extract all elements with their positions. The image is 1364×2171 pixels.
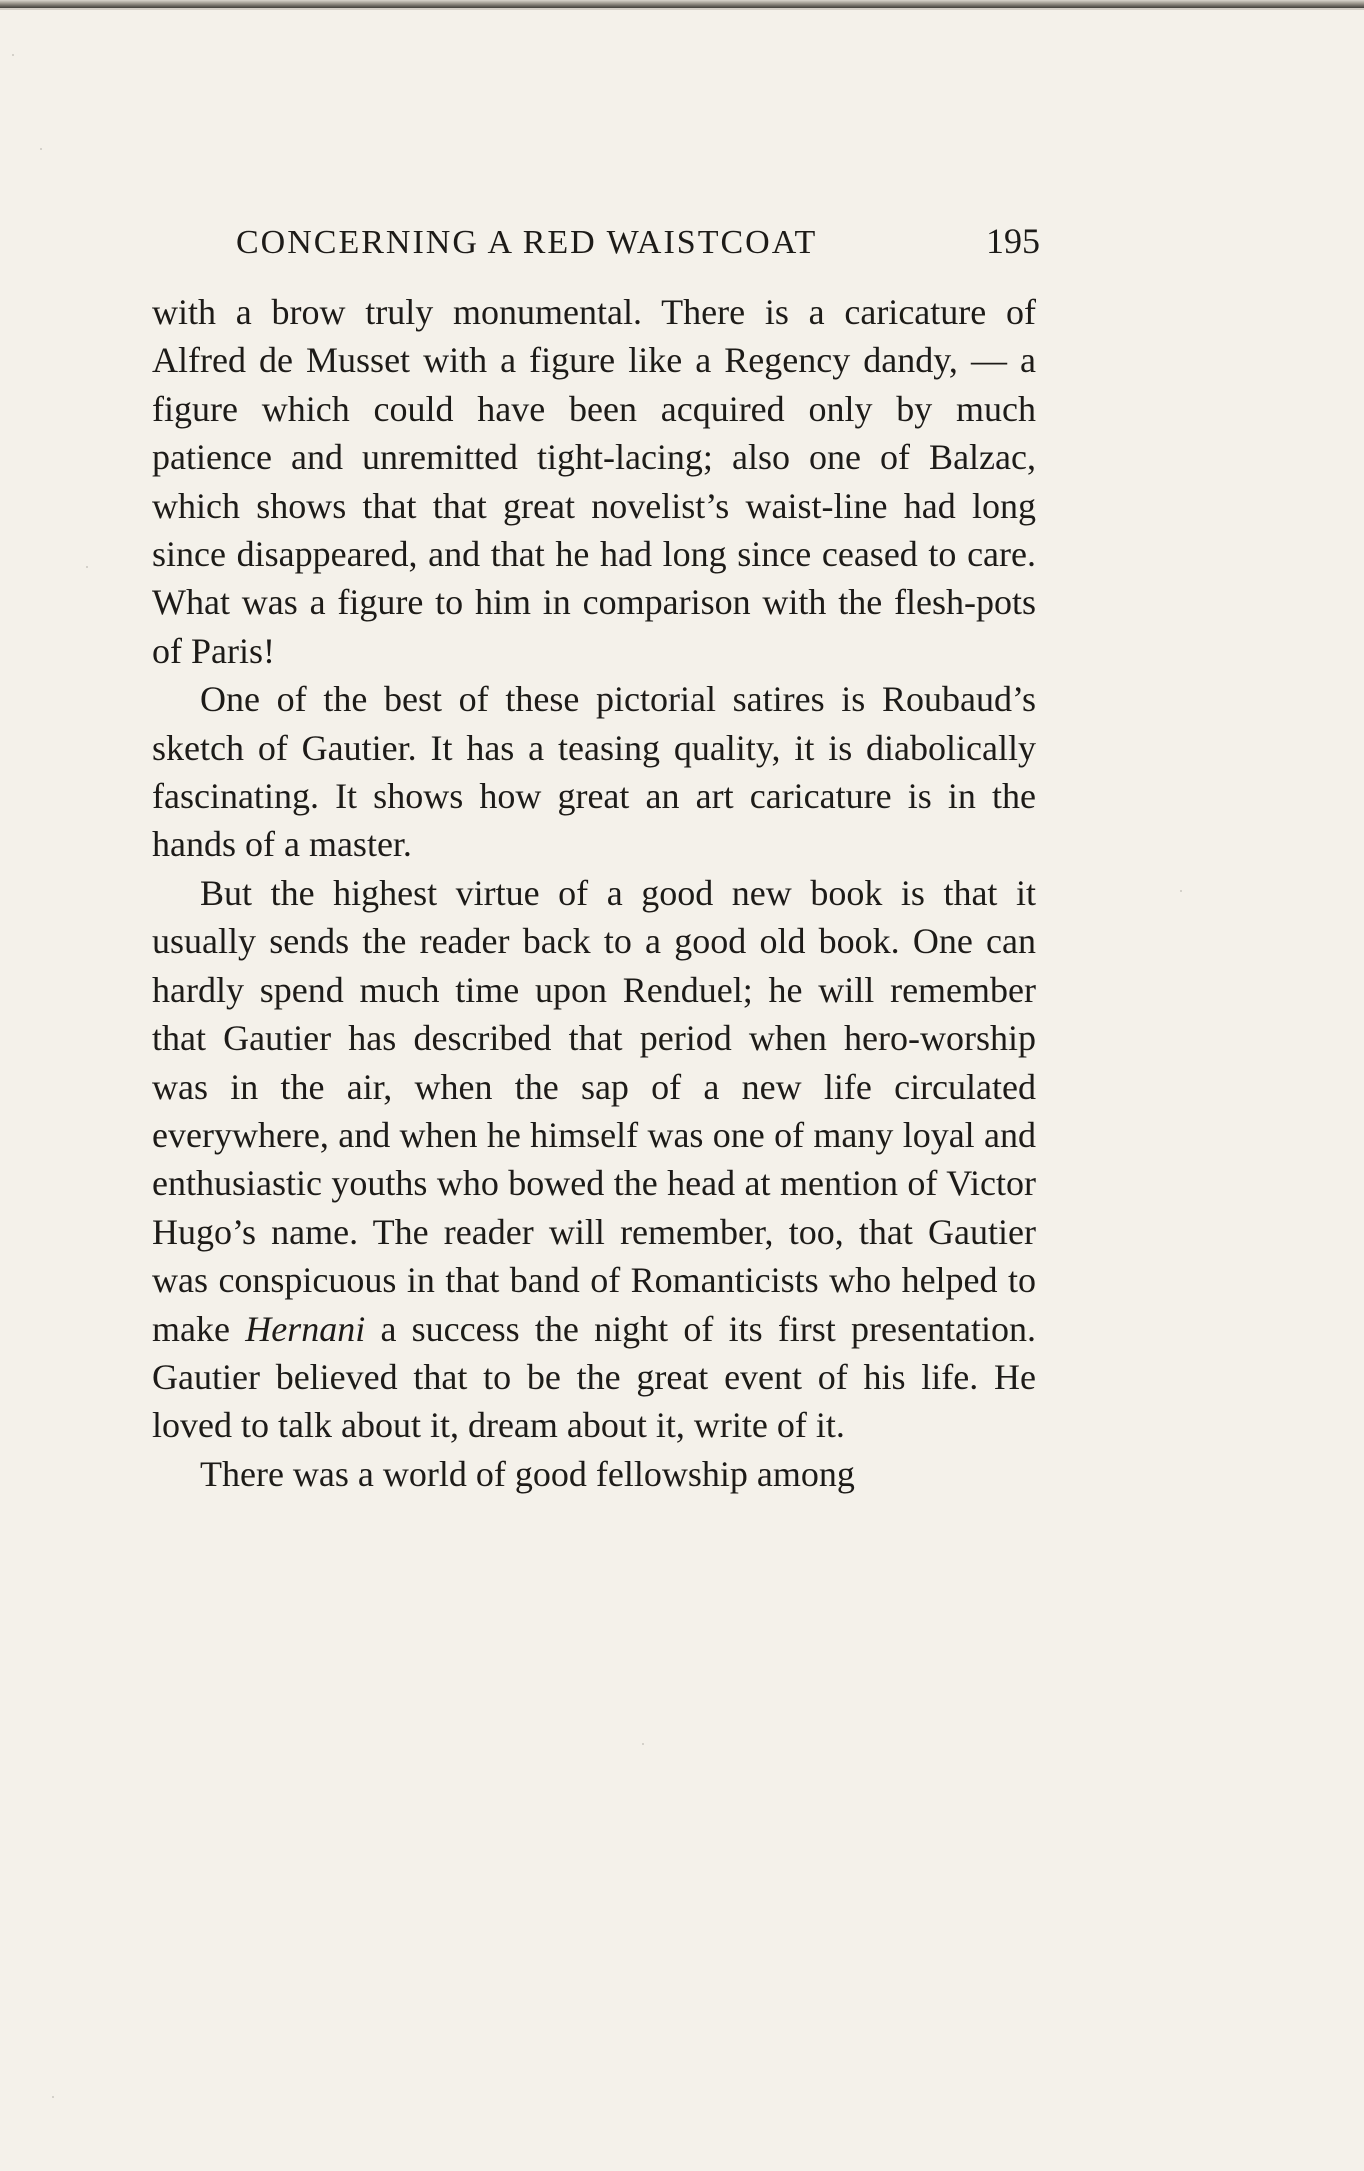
paper-speck	[40, 148, 42, 150]
paragraph-3-text-start: But the highest virtue of a good new book is that it usually sends the reader back to a good old book. One can hardly spend much time upon Renduel; he will remember that Gautier has described that period when hero-worship was in the air, when the sap of a new life circulated everywhere, and when he himself was one of many loyal and enthusiastic youths who bowed the head at mention of Victor Hugo’s name. The reader will remember, too, that Gautier was conspicuous in that band of Romanticists who helped to make	[152, 872, 1036, 1349]
paragraph-3-text-end: a success the night of its first presentation. Gautier believed that to be the great event of his life. He loved to talk about it, dream about it, write of it.	[152, 1308, 1036, 1446]
paragraph-2: One of the best of these pictorial satires is Roubaud’s sketch of Gautier. It has a teasing quality, it is diabolically fascinating. It shows how great an art caricature is in the hands of a master.	[152, 679, 1036, 865]
running-title: CONCERNING A RED WAISTCOAT	[236, 224, 818, 261]
paragraph-4: There was a world of good fellowship among	[200, 1453, 855, 1494]
paper-speck	[642, 1743, 644, 1745]
paper-speck	[52, 2096, 54, 2098]
page-number: 195	[986, 221, 1040, 261]
paragraph-3	[152, 869, 1036, 1450]
paper-speck	[12, 54, 14, 56]
body-text	[152, 288, 1036, 1498]
paper-speck	[1180, 890, 1182, 892]
paper-speck	[86, 566, 88, 568]
paragraph-1: with a brow truly monumental. There is a caricature of Alfred de Musset with a figure like a Regency dandy, — a figure which could have been acquired only by much patience and unremitted tight-lacing; also one of Balzac, which shows that that great novelist’s waist-line had long since disappeared, and that he had long since ceased to care. What was a figure to him in comparison with the flesh-pots of Paris!	[152, 292, 1036, 671]
top-edge-line	[0, 8, 1364, 10]
page-header	[236, 220, 1040, 270]
top-edge-shadow	[0, 0, 1364, 8]
italic-title-hernani: Hernani	[245, 1308, 366, 1349]
